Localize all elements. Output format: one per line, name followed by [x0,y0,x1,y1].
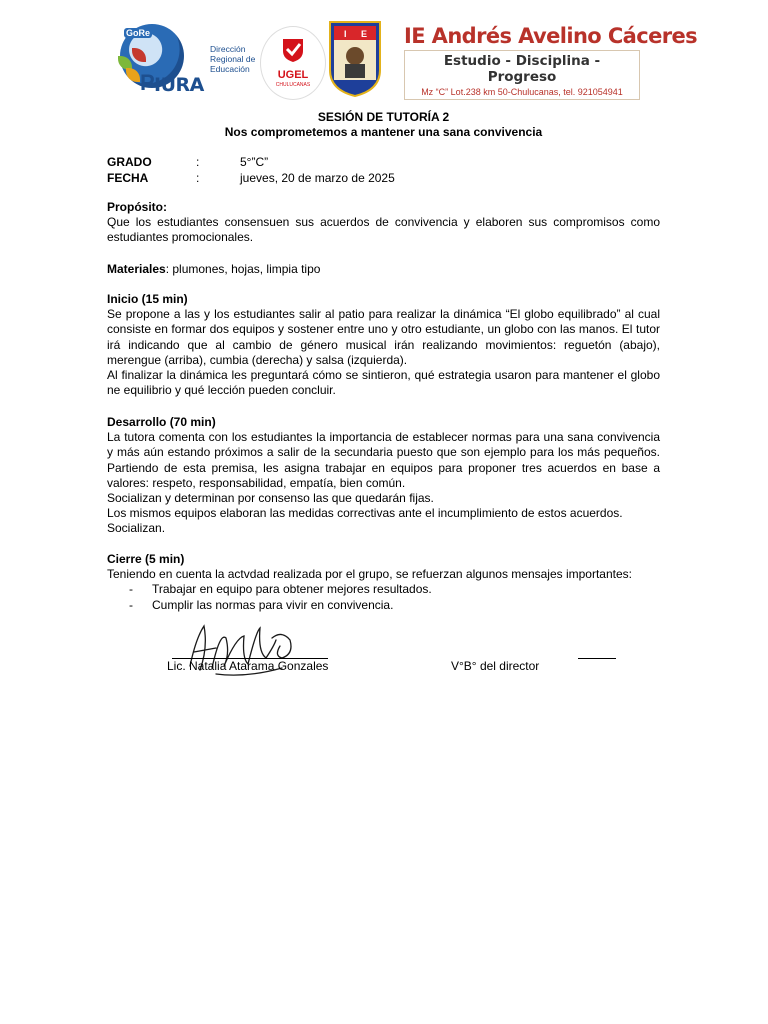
dre-line-3: Educación [210,64,250,74]
gore-piura-logo [118,22,210,94]
dre-logo-text [210,44,255,74]
desarrollo-heading: Desarrollo (70 min) [107,415,216,429]
inicio-section [107,292,660,398]
list-item-text: Cumplir las normas para vivir en convivencia. [152,598,394,612]
crest-letter-i: I [344,29,347,39]
institution-header [404,24,698,100]
director-label: V°B° del director [451,659,540,673]
list-bullet: - [129,582,133,596]
session-title [107,110,660,140]
crest-letter-e: E [361,29,368,39]
gore-badge-text: GoRe [126,28,151,38]
desarrollo-paragraph-4: Socializan. [107,521,166,536]
proposito-section [107,200,660,246]
director-signature-line [578,658,616,659]
fecha-colon: : [196,171,200,185]
desarrollo-paragraph-2: Socializan y determinan por consenso las que quedarán fijas. [107,491,434,506]
checkmark-shield-icon [281,37,305,63]
grado-value: 5°”C” [240,155,269,169]
ugel-label: UGEL [277,69,309,81]
institution-box [404,50,640,100]
desarrollo-section [107,415,660,537]
letterhead [118,18,698,102]
fecha-value: jueves, 20 de marzo de 2025 [240,171,395,185]
cierre-heading: Cierre (5 min) [107,552,185,566]
institution-address: Mz “C” Lot.238 km 50-Chulucanas, tel. 921054941 [421,87,623,97]
institution-motto: Estudio - Disciplina - Progreso [443,53,601,85]
materiales-text: : plumones, hojas, limpia tipo [165,262,321,276]
tutor-name: Lic. Natalia Atarama Gonzales [167,659,329,673]
dre-line-2: Regional de [210,54,256,64]
list-bullet: - [129,598,133,612]
gore-wordmark: IURA [154,74,204,96]
desarrollo-paragraph-1: La tutora comenta con los estudiantes la importancia de establecer normas para una sana convivencia y más aún estando próximos a salir de la secundaria puesto que son ejemplo para los más pequeños. Partiendo de esta premisa, les asigna trabajar en equipos para proponer tres acuerdos en base a valores: respeto, responsabilidad, empatía, bien común. [107,430,660,490]
school-crest-icon [328,20,382,98]
materiales-heading: Materiales [107,262,166,276]
materiales-section [107,262,660,277]
list-item-text: Trabajar en equipo para obtener mejores resultados. [152,582,432,596]
dre-line-1: Dirección [210,44,246,54]
desarrollo-paragraph-3: Los mismos equipos elaboran las medidas correctivas ante el incumplimiento de estos acuerdos. [107,506,623,521]
grado-label: GRADO [107,155,152,169]
proposito-text: Que los estudiantes consensuen sus acuerdos de convivencia y elaboren sus compromisos como estudiantes promocionales. [107,215,660,245]
ugel-sublabel: CHULUCANAS [275,82,311,88]
inicio-paragraph-1: Se propone a las y los estudiantes salir al patio para realizar la dinámica “El globo equilibrado” al cual consiste en formar dos equipos y sostener entre uno y otro estudiante, un globo con las manos. El tutor irá indicando que al cambio de género musical irán realizando movimientos: reguetón (abajo), merengue (arriba), cumbia (derecha) y salsa (izquierda). [107,307,660,367]
ugel-logo [260,26,326,100]
cierre-section [107,552,660,582]
inicio-paragraph-2: Al finalizar la dinámica les preguntará cómo se sintieron, qué estrategia usaron para mantener el globo ne equilibrio y qué lección pueden concluir. [107,368,660,398]
inicio-heading: Inicio (15 min) [107,292,188,306]
session-subtitle: Nos comprometemos a mantener una sana convivencia [224,125,543,139]
cierre-intro: Teniendo en cuenta la actvdad realizada por el grupo, se refuerzan algunos mensajes importantes: [107,567,632,582]
proposito-heading: Propósito: [107,200,167,214]
grado-colon: : [196,155,200,169]
fecha-label: FECHA [107,171,149,185]
session-number: SESIÓN DE TUTORÍA 2 [317,110,450,124]
institution-name: IE Andrés Avelino Cáceres [404,24,698,48]
gore-initial: P [140,70,155,95]
